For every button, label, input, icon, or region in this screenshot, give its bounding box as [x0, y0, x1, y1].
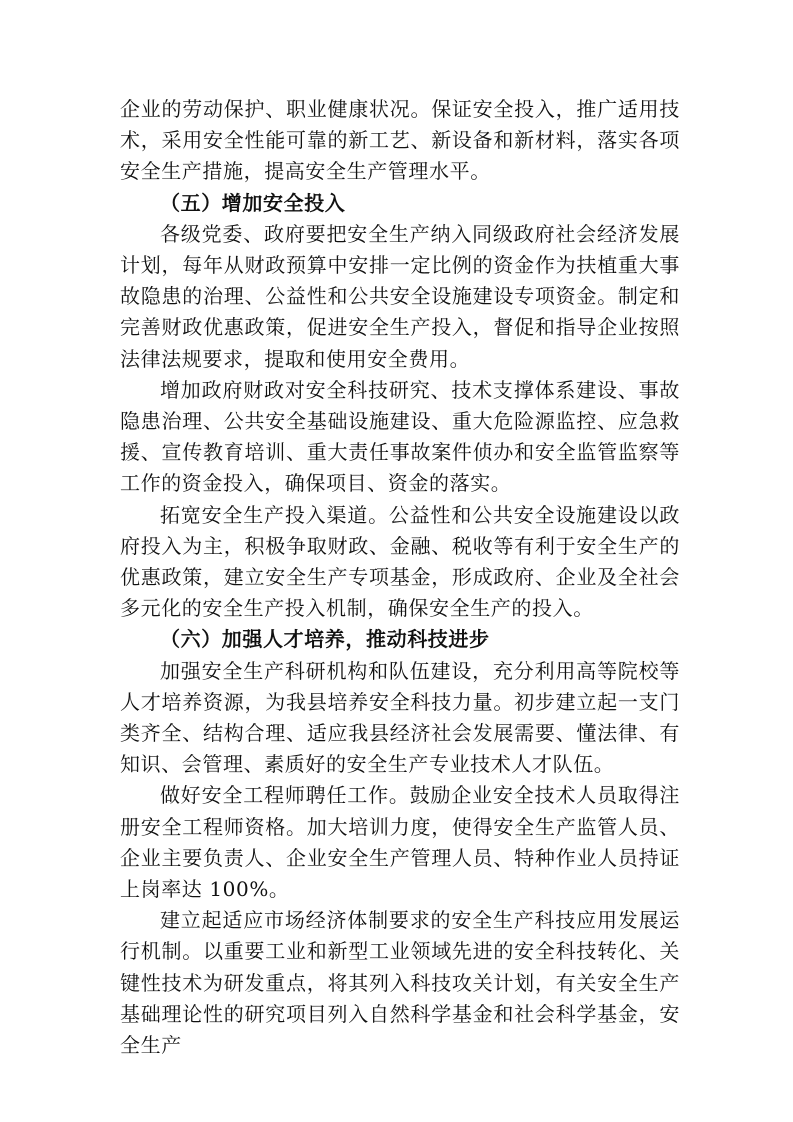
document-page [120, 94, 680, 1061]
section-heading-6: （六）加强人才培养，推动科技进步 [160, 627, 490, 652]
paragraph-fiscal-investment: 增加政府财政对安全科技研究、技术支撑体系建设、事故隐患治理、公共安全基础设施建设、重大危险源监控、应急救援、宣传教育培训、重大责任事故案件侦办和安全监管监察等工作的资金投入，确保项目、资金的落实。 [120, 377, 680, 496]
paragraph-safety-engineers: 做好安全工程师聘任工作。鼓励企业安全技术人员取得注册安全工程师资格。加大培训力度，使得安全生产监管人员、企业主要负责人、企业安全生产管理人员、特种作业人员持证上岗率达 100%。 [120, 783, 680, 902]
paragraph-continued: 企业的劳动保护、职业健康状况。保证安全投入，推广适用技术，采用安全性能可靠的新工艺、新设备和新材料，落实各项安全生产措施，提高安全生产管理水平。 [120, 97, 680, 184]
paragraph-budget-plan: 各级党委、政府要把安全生产纳入同级政府社会经济发展计划，每年从财政预算中安排一定比例的资金作为扶植重大事故隐患的治理、公益性和公共安全设施建设专项资金。制定和完善财政优惠政策，促进安全生产投入，督促和指导企业按照法律法规要求，提取和使用安全费用。 [120, 221, 680, 371]
paragraph-talent-training: 加强安全生产科研机构和队伍建设，充分利用高等院校等人才培养资源，为我县培养安全科技力量。初步建立起一支门类齐全、结构合理、适应我县经济社会发展需要、懂法律、有知识、会管理、素质好的安全生产专业技术人才队伍。 [120, 658, 680, 777]
paragraph-investment-channels: 拓宽安全生产投入渠道。公益性和公共安全设施建设以政府投入为主，积极争取财政、金融、税收等有利于安全生产的优惠政策，建立安全生产专项基金，形成政府、企业及全社会多元化的安全生产投入机制，确保安全生产的投入。 [120, 502, 680, 621]
section-heading-5: （五）增加安全投入 [160, 190, 346, 215]
paragraph-tech-mechanism: 建立起适应市场经济体制要求的安全生产科技应用发展运行机制。以重要工业和新型工业领域先进的安全科技转化、关键性技术为研发重点，将其列入科技攻关计划，有关安全生产基础理论性的研究项目列入自然科学基金和社会科学基金，安全生产 [120, 908, 680, 1058]
